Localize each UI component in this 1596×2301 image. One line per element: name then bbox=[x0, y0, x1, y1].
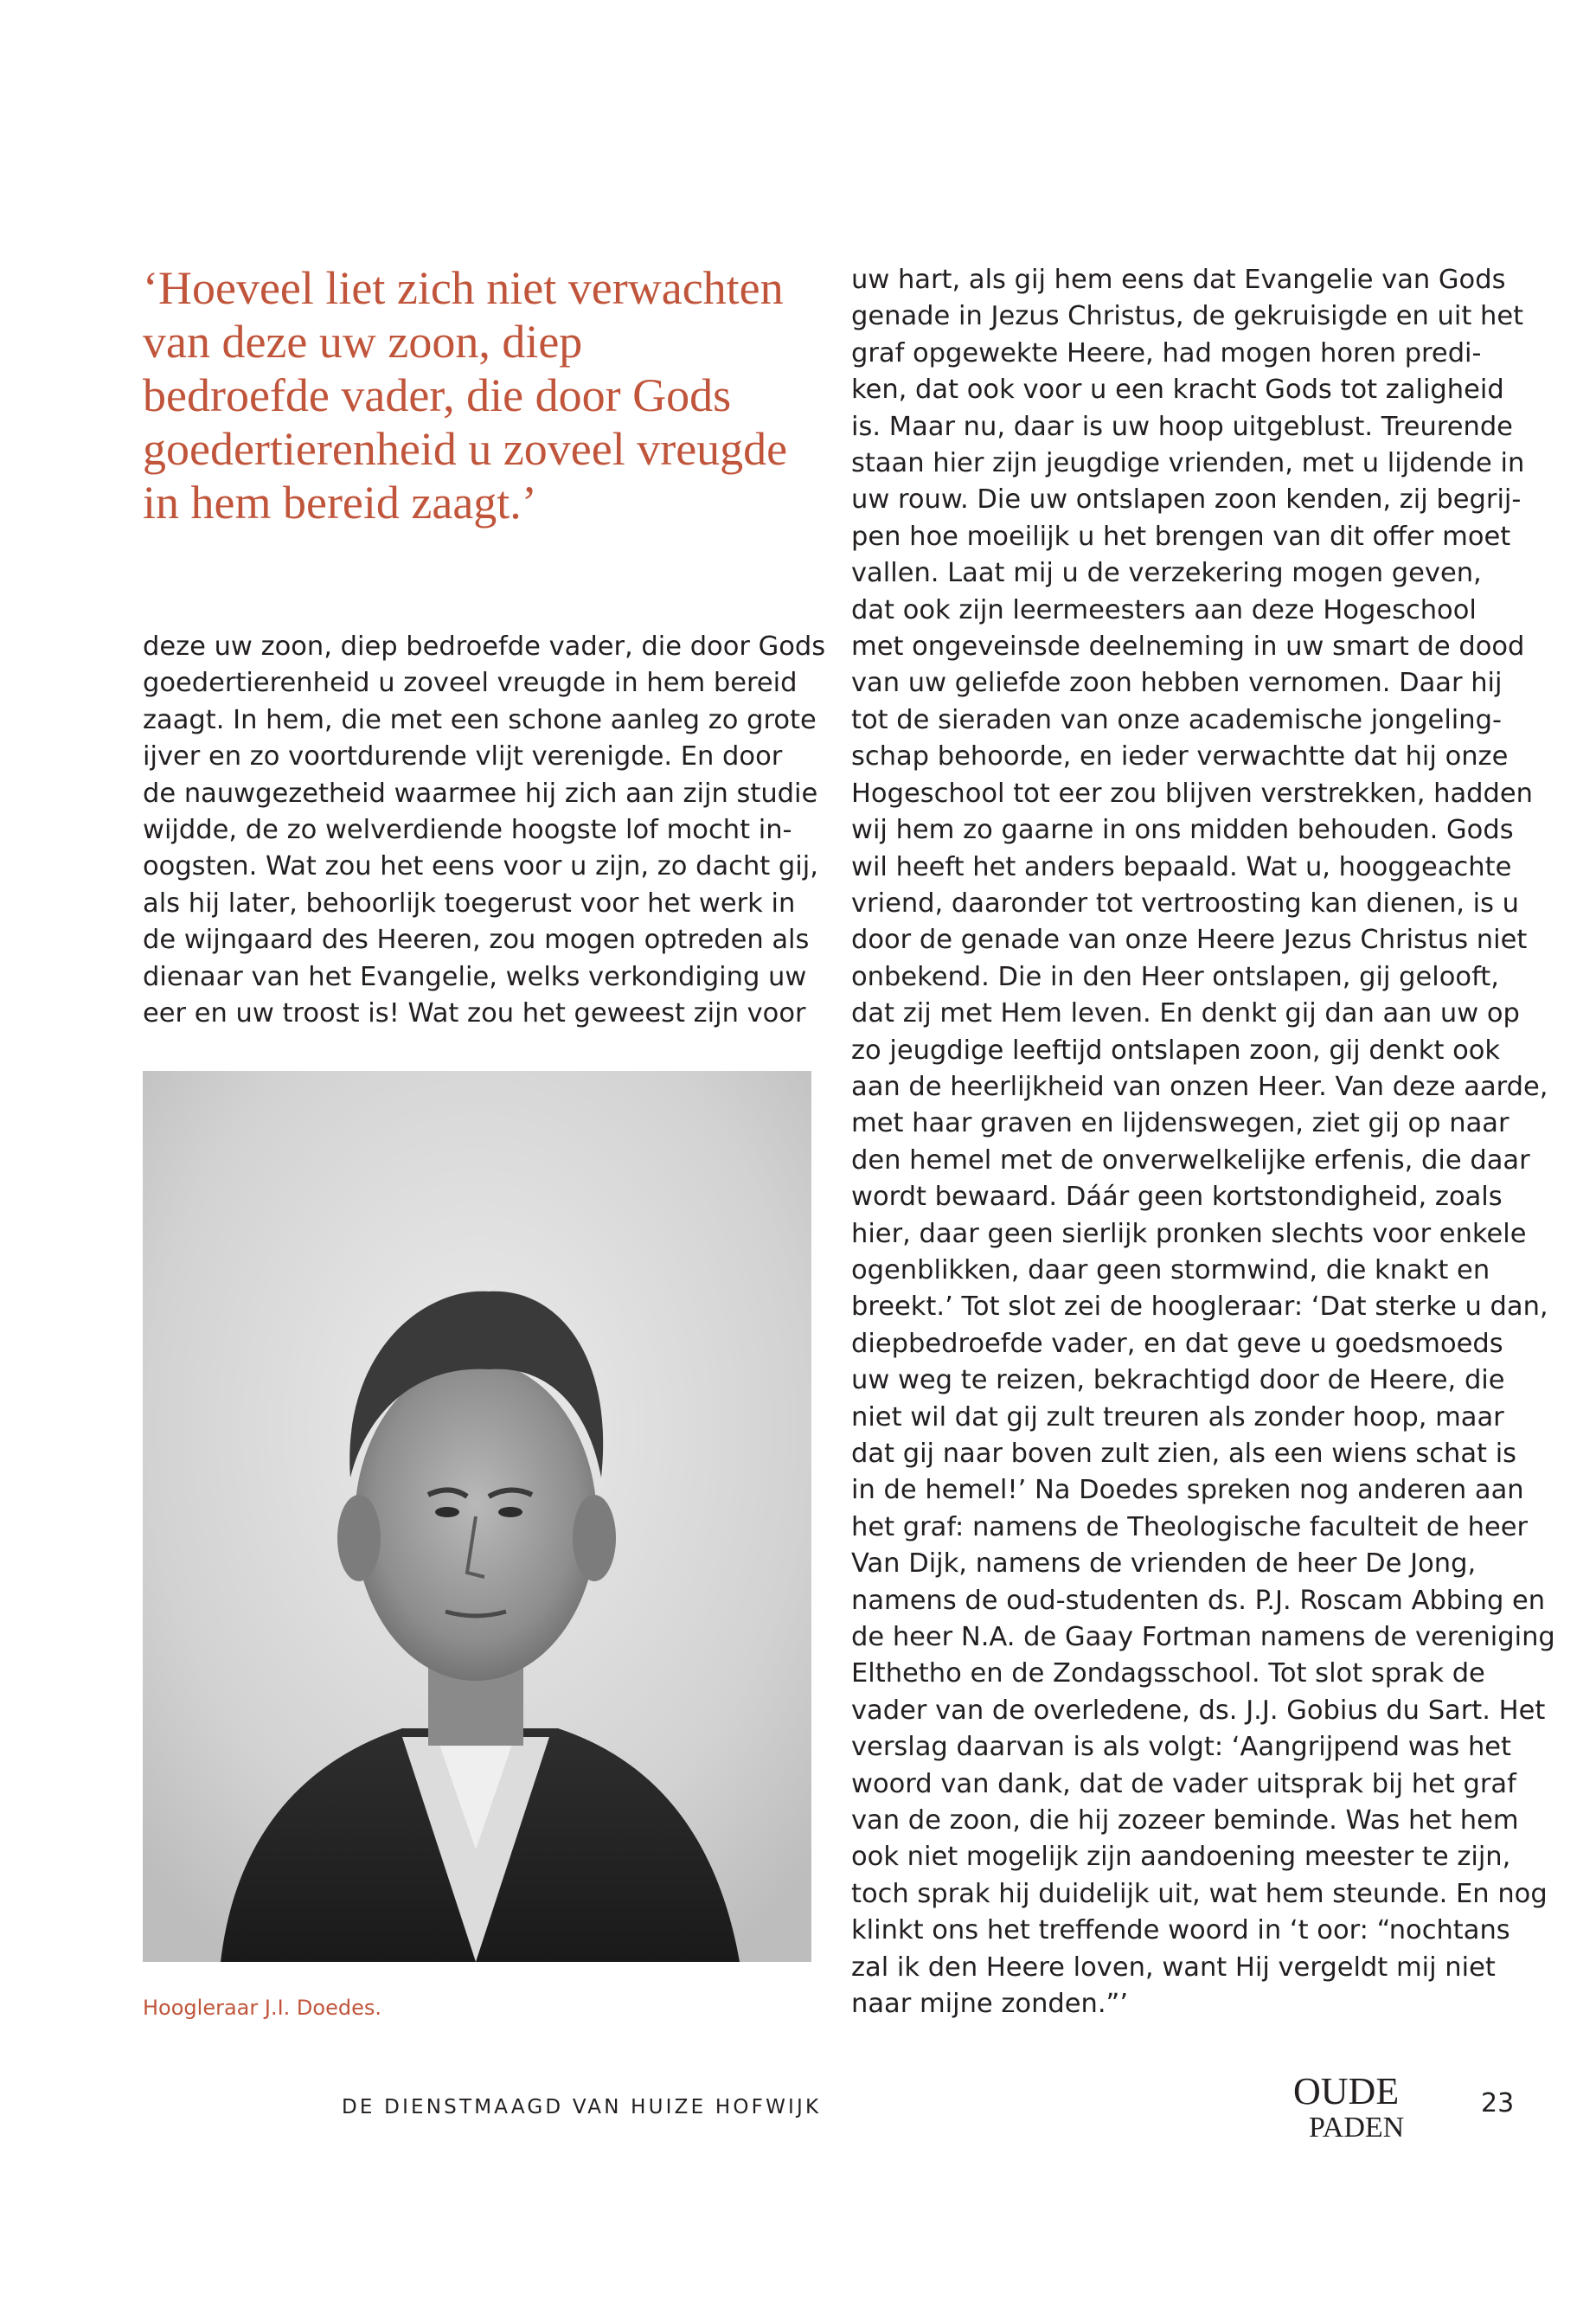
body-line: van uw geliefde zoon hebben vernomen. Daar hij bbox=[851, 668, 1503, 699]
body-line: het graf: namens de Theologische faculteit de heer bbox=[851, 1511, 1529, 1542]
body-line: in de hemel!’ Na Doedes spreken nog anderen aan bbox=[851, 1475, 1524, 1506]
body-line: goedertierenheid u zoveel vreugde in hem bereid bbox=[143, 668, 798, 699]
body-line: dienaar van het Evangelie, welks verkondiging uw bbox=[143, 961, 807, 992]
body-line: verslag daarvan is als volgt: ‘Aangrijpend was het bbox=[851, 1732, 1512, 1763]
body-line: zaagt. In hem, die met een schone aanleg zo grote bbox=[143, 704, 817, 735]
photo-caption: Hoogleraar J.I. Doedes. bbox=[143, 1996, 381, 2020]
body-line: diepbedroefde vader, en dat geve u goedsmoeds bbox=[851, 1328, 1503, 1359]
body-line: ogenblikken, daar geen stormwind, die knakt en bbox=[851, 1254, 1490, 1285]
body-line: schap behoorde, en ieder verwachtte dat hij onze bbox=[851, 741, 1509, 772]
body-line: woord van dank, dat de vader uitsprak bij het graf bbox=[851, 1768, 1516, 1799]
logo-line-oude: OUDE bbox=[1293, 2070, 1400, 2112]
body-line: vader van de overledene, ds. J.J. Gobius du Sart. Het bbox=[851, 1695, 1546, 1726]
body-line: aan de heerlijkheid van onzen Heer. Van deze aarde, bbox=[851, 1071, 1548, 1102]
body-line: oogsten. Wat zou het eens voor u zijn, zo dacht gij, bbox=[143, 851, 818, 882]
body-line: zo jeugdige leeftijd ontslapen zoon, gij denkt ook bbox=[851, 1035, 1501, 1066]
body-line: klinkt ons het treffende woord in ‘t oor: “nochtans bbox=[851, 1915, 1510, 1946]
body-line: als hij later, behoorlijk toegerust voor het werk in bbox=[143, 888, 796, 919]
page-number: 23 bbox=[1481, 2088, 1515, 2118]
body-line: Hogeschool tot eer zou blijven verstrekken, hadden bbox=[851, 778, 1533, 809]
body-line: de nauwgezetheid waarmee hij zich aan zijn studie bbox=[143, 778, 818, 809]
body-line: de heer N.A. de Gaay Fortman namens de vereniging bbox=[851, 1622, 1555, 1653]
running-title: DE DIENSTMAAGD VAN HUIZE HOFWIJK bbox=[342, 2096, 822, 2118]
body-line: namens de oud-studenten ds. P.J. Roscam Abbing en bbox=[851, 1585, 1546, 1616]
pull-quote-line: bedroefde vader, die door Gods bbox=[143, 369, 732, 421]
body-line: uw rouw. Die uw ontslapen zoon kenden, zij begrij- bbox=[851, 484, 1522, 516]
body-line: niet wil dat gij zult treuren als zonder hoop, maar bbox=[851, 1401, 1504, 1433]
body-line: Van Dijk, namens de vrienden de heer De Jong, bbox=[851, 1548, 1477, 1580]
left-body-column bbox=[143, 629, 826, 1032]
body-line: dat gij naar boven zult zien, als een wiens schat is bbox=[851, 1439, 1517, 1469]
body-line: staan hier zijn jeugdige vrienden, met u lijdende in bbox=[851, 448, 1525, 479]
oude-paden-logo bbox=[1292, 2069, 1430, 2142]
body-line: uw weg te reizen, bekrachtigd door de Heere, die bbox=[851, 1365, 1505, 1396]
body-line: wordt bewaard. Dáár geen kortstondigheid, zoals bbox=[851, 1182, 1503, 1213]
body-line: wij hem zo gaarne in ons midden behouden. Gods bbox=[851, 815, 1514, 846]
body-line: naar mijne zonden.”’ bbox=[851, 1989, 1129, 2020]
body-line: met ongeveinsde deelneming in uw smart de dood bbox=[851, 631, 1525, 663]
body-line: dat zij met Hem leven. En denkt gij dan aan uw op bbox=[851, 998, 1520, 1029]
body-line: graf opgewekte Heere, had mogen horen predi- bbox=[851, 337, 1482, 369]
body-line: eer en uw troost is! Wat zou het geweest zijn voor bbox=[143, 998, 806, 1029]
body-line: ijver en zo voortdurende vlijt verenigde. En door bbox=[143, 741, 783, 772]
body-line: dat ook zijn leermeesters aan deze Hogeschool bbox=[851, 594, 1477, 625]
body-line: breekt.’ Tot slot zei de hoogleraar: ‘Dat sterke u dan, bbox=[851, 1292, 1548, 1323]
body-line: genade in Jezus Christus, de gekruisigde en uit het bbox=[851, 301, 1524, 332]
body-line: den hemel met de onverwelkelijke erfenis, die daar bbox=[851, 1144, 1530, 1176]
body-line: tot de sieraden van onze academische jongeling- bbox=[851, 704, 1502, 735]
body-line: ook niet mogelijk zijn aandoening meester te zijn, bbox=[851, 1842, 1511, 1873]
body-line: toch sprak hij duidelijk uit, wat hem steunde. En nog bbox=[851, 1878, 1548, 1909]
body-line: vriend, daaronder tot vertroosting kan dienen, is u bbox=[851, 888, 1520, 919]
portrait-photo bbox=[143, 1071, 811, 1962]
body-line: is. Maar nu, daar is uw hoop uitgeblust. Treurende bbox=[851, 411, 1513, 442]
pull-quote-line: in hem bereid zaagt.’ bbox=[143, 477, 537, 529]
pull-quote-line: ‘Hoeveel liet zich niet verwachten bbox=[143, 262, 784, 314]
pull-quote-line: van deze uw zoon, diep bbox=[143, 316, 583, 368]
body-line: Elthetho en de Zondagsschool. Tot slot sprak de bbox=[851, 1658, 1485, 1689]
pull-quote-line: goedertierenheid u zoveel vreugde bbox=[143, 423, 788, 475]
body-line: uw hart, als gij hem eens dat Evangelie van Gods bbox=[851, 265, 1506, 295]
body-line: met haar graven en lijdenswegen, ziet gij op naar bbox=[851, 1108, 1509, 1139]
body-line: zal ik den Heere loven, want Hij vergeldt mij niet bbox=[851, 1952, 1496, 1983]
pull-quote bbox=[143, 261, 800, 529]
right-body-column bbox=[851, 262, 1555, 2023]
body-line: door de genade van onze Heere Jezus Christus niet bbox=[851, 925, 1528, 956]
body-line: wijdde, de zo welverdiende hoogste lof mocht in- bbox=[143, 815, 792, 846]
body-line: deze uw zoon, diep bedroefde vader, die door Gods bbox=[143, 631, 826, 662]
body-line: vallen. Laat mij u de verzekering mogen geven, bbox=[851, 558, 1482, 589]
logo-line-paden: PADEN bbox=[1309, 2112, 1405, 2142]
body-line: de wijngaard des Heeren, zou mogen optreden als bbox=[143, 925, 810, 956]
body-line: onbekend. Die in den Heer ontslapen, gij gelooft, bbox=[851, 961, 1499, 992]
portrait-illustration bbox=[143, 1071, 811, 1962]
body-line: van de zoon, die hij zozeer beminde. Was het hem bbox=[851, 1805, 1519, 1836]
body-line: hier, daar geen sierlijk pronken slechts voor enkele bbox=[851, 1218, 1527, 1249]
body-line: wil heeft het anders bepaald. Wat u, hooggeachte bbox=[851, 851, 1512, 882]
body-line: pen hoe moeilijk u het brengen van dit offer moet bbox=[851, 521, 1511, 552]
body-line: ken, dat ook voor u een kracht Gods tot zaligheid bbox=[851, 375, 1504, 406]
